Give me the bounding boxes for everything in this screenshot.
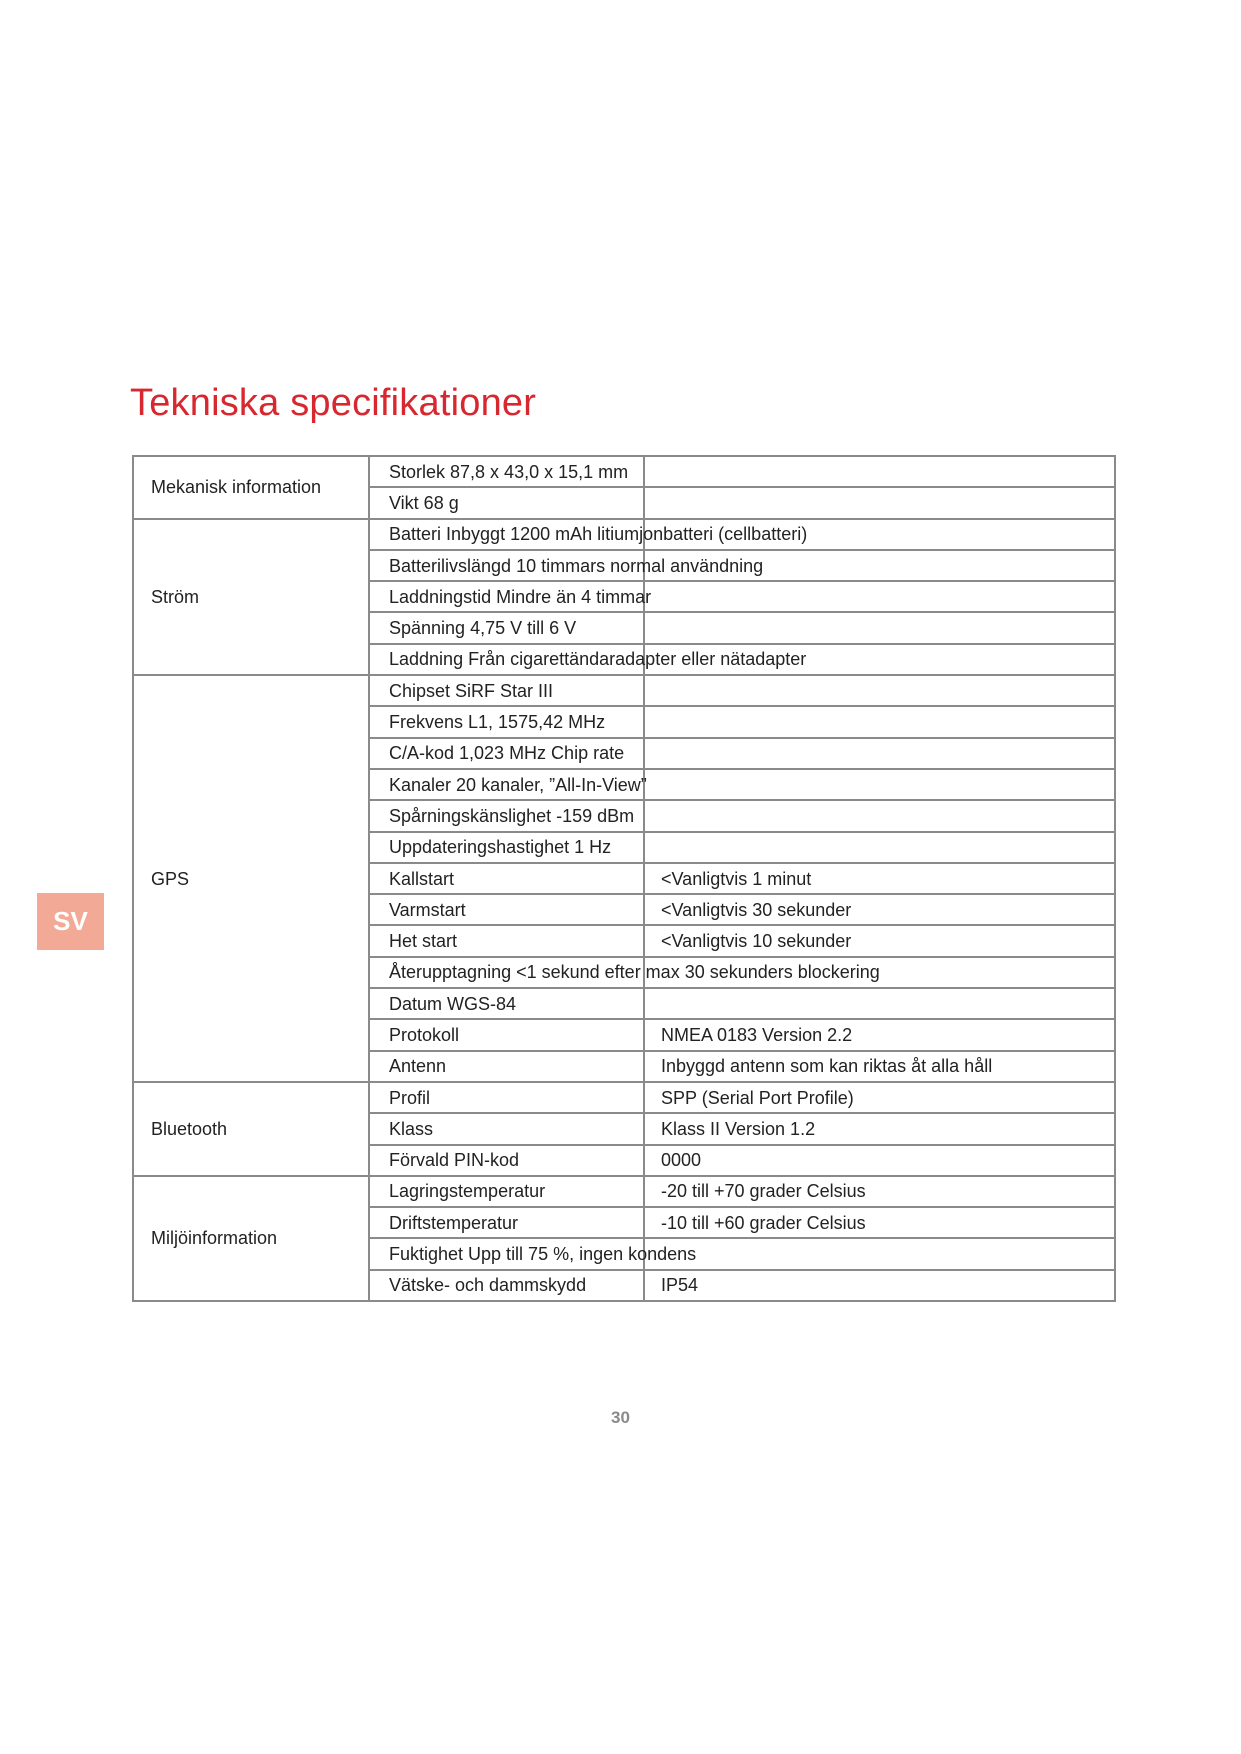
spec-lagringstemperatur-label: Lagringstemperatur bbox=[369, 1176, 644, 1207]
spec-klass-value: Klass II Version 1.2 bbox=[644, 1113, 1115, 1144]
spec-frekvens: Frekvens L1, 1575,42 MHz bbox=[369, 706, 644, 737]
empty-cell bbox=[644, 456, 1115, 487]
table-row bbox=[133, 456, 1115, 487]
spec-storlek: Storlek 87,8 x 43,0 x 15,1 mm bbox=[369, 456, 644, 487]
category-miljo: Miljöinformation bbox=[133, 1176, 369, 1301]
spec-spanning: Spänning 4,75 V till 6 V bbox=[369, 612, 1115, 643]
spec-kallstart-label: Kallstart bbox=[369, 863, 644, 894]
spec-ca-kod: C/A-kod 1,023 MHz Chip rate bbox=[369, 738, 644, 769]
spec-laddningstid: Laddningstid Mindre än 4 timmar bbox=[369, 581, 1115, 612]
table-row bbox=[133, 1176, 1115, 1207]
spec-klass-label: Klass bbox=[369, 1113, 644, 1144]
spec-pin-label: Förvald PIN-kod bbox=[369, 1145, 644, 1176]
category-mekanisk: Mekanisk information bbox=[133, 456, 369, 519]
empty-cell bbox=[644, 800, 1115, 831]
category-gps: GPS bbox=[133, 675, 369, 1082]
empty-cell bbox=[644, 487, 1115, 518]
spec-antenn-label: Antenn bbox=[369, 1051, 644, 1082]
empty-cell bbox=[644, 832, 1115, 863]
spec-aterupptagning: Återupptagning <1 sekund efter max 30 sekunders blockering bbox=[369, 957, 1115, 988]
empty-cell bbox=[644, 988, 1115, 1019]
spec-vikt: Vikt 68 g bbox=[369, 487, 644, 518]
spec-batterilivslangd: Batterilivslängd 10 timmars normal användning bbox=[369, 550, 1115, 581]
spec-kallstart-value: <Vanligtvis 1 minut bbox=[644, 863, 1115, 894]
spec-sparningskanslighet: Spårningskänslighet -159 dBm bbox=[369, 800, 644, 831]
spec-pin-value: 0000 bbox=[644, 1145, 1115, 1176]
category-strom: Ström bbox=[133, 519, 369, 675]
spec-batteri: Batteri Inbyggt 1200 mAh litiumjonbatteri (cellbatteri) bbox=[369, 519, 1115, 550]
spec-profil-value: SPP (Serial Port Profile) bbox=[644, 1082, 1115, 1113]
spec-lagringstemperatur-value: -20 till +70 grader Celsius bbox=[644, 1176, 1115, 1207]
spec-antenn-value: Inbyggd antenn som kan riktas åt alla håll bbox=[644, 1051, 1115, 1082]
spec-driftstemperatur-value: -10 till +60 grader Celsius bbox=[644, 1207, 1115, 1238]
category-bluetooth: Bluetooth bbox=[133, 1082, 369, 1176]
spec-table bbox=[132, 455, 1116, 1302]
language-tab: SV bbox=[37, 893, 104, 950]
table-row bbox=[133, 675, 1115, 706]
page-number: 30 bbox=[611, 1408, 630, 1427]
spec-driftstemperatur-label: Driftstemperatur bbox=[369, 1207, 644, 1238]
empty-cell bbox=[644, 706, 1115, 737]
spec-uppdateringshastighet: Uppdateringshastighet 1 Hz bbox=[369, 832, 644, 863]
spec-datum: Datum WGS-84 bbox=[369, 988, 644, 1019]
spec-protokoll-value: NMEA 0183 Version 2.2 bbox=[644, 1019, 1115, 1050]
table-row bbox=[133, 1082, 1115, 1113]
spec-vatske-dammskydd-label: Vätske- och dammskydd bbox=[369, 1270, 644, 1301]
page-title: Tekniska specifikationer bbox=[130, 382, 537, 424]
spec-het-start-value: <Vanligtvis 10 sekunder bbox=[644, 925, 1115, 956]
empty-cell bbox=[644, 738, 1115, 769]
table-row bbox=[133, 519, 1115, 550]
spec-vatske-dammskydd-value: IP54 bbox=[644, 1270, 1115, 1301]
spec-laddning: Laddning Från cigarettändaradapter eller nätadapter bbox=[369, 644, 1115, 675]
spec-varmstart-label: Varmstart bbox=[369, 894, 644, 925]
spec-fuktighet: Fuktighet Upp till 75 %, ingen kondens bbox=[369, 1238, 1115, 1269]
spec-kanaler: Kanaler 20 kanaler, ”All-In-View” bbox=[369, 769, 1115, 800]
empty-cell bbox=[644, 675, 1115, 706]
spec-chipset: Chipset SiRF Star III bbox=[369, 675, 644, 706]
spec-profil-label: Profil bbox=[369, 1082, 644, 1113]
spec-varmstart-value: <Vanligtvis 30 sekunder bbox=[644, 894, 1115, 925]
spec-het-start-label: Het start bbox=[369, 925, 644, 956]
spec-protokoll-label: Protokoll bbox=[369, 1019, 644, 1050]
